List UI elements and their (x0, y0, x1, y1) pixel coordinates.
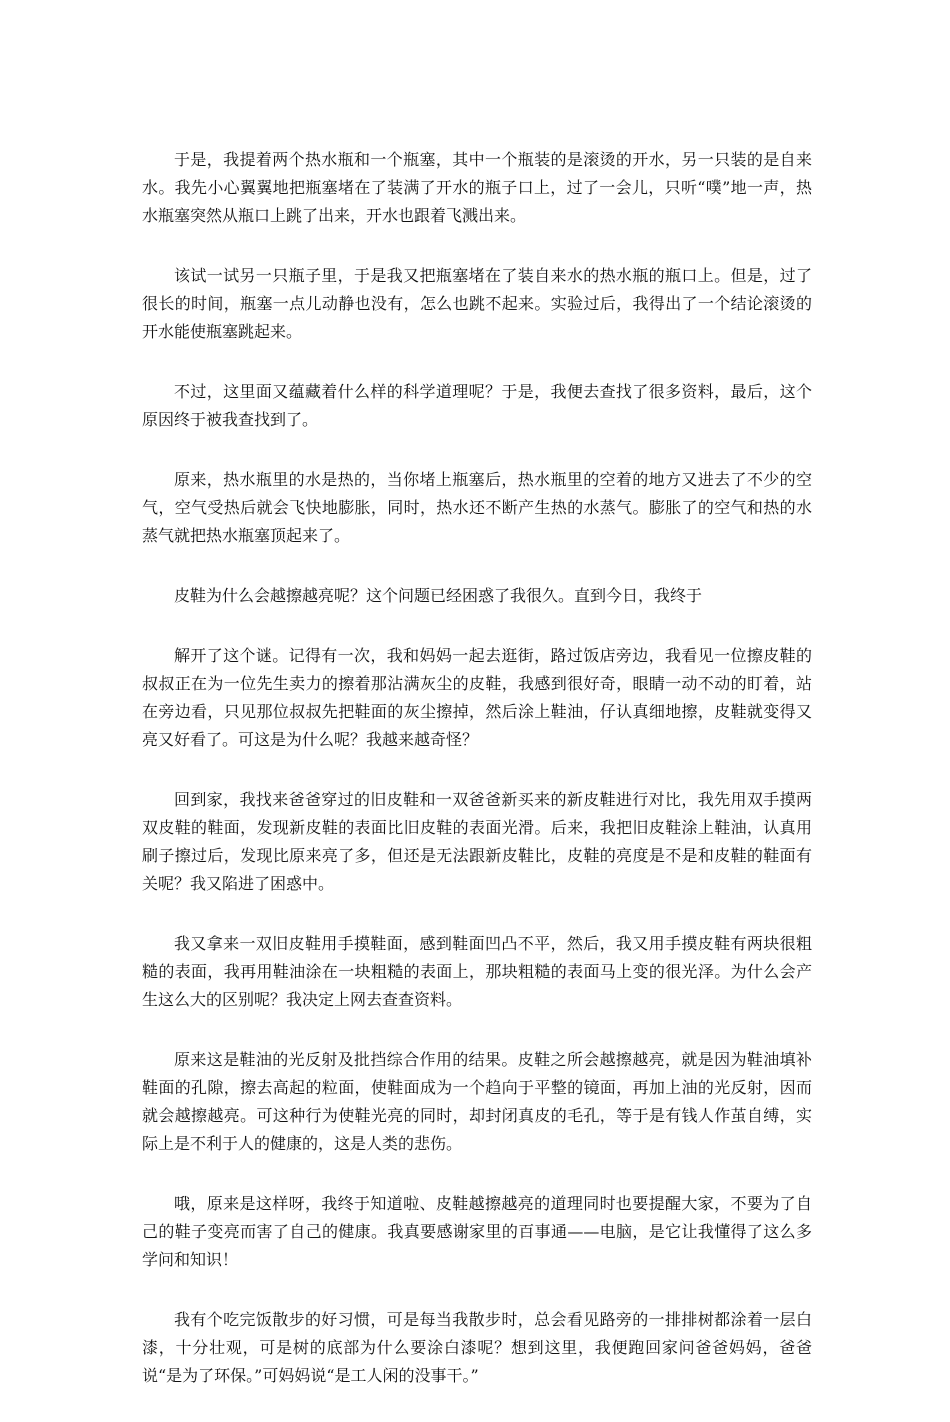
paragraph: 解开了这个谜。记得有一次，我和妈妈一起去逛街，路过饭店旁边，我看见一位擦皮鞋的叔叔正在为一位先生卖力的擦着那沾满灰尘的皮鞋，我感到很好奇，眼睛一动不动的盯着，站在旁边看，只见那位叔叔先把鞋面的灰尘擦掉，然后涂上鞋油，仔认真细地擦，皮鞋就变得又亮又好看了。可这是为什么呢？我越来越奇怪？ (142, 646, 812, 749)
paragraph: 我又拿来一双旧皮鞋用手摸鞋面，感到鞋面凹凸不平，然后，我又用手摸皮鞋有两块很粗糙的表面，我再用鞋油涂在一块粗糙的表面上，那块粗糙的表面马上变的很光泽。为什么会产生这么大的区别呢？我决定上网去查查资料。 (142, 934, 812, 1009)
paragraph: 回到家，我找来爸爸穿过的旧皮鞋和一双爸爸新买来的新皮鞋进行对比，我先用双手摸两双皮鞋的鞋面，发现新皮鞋的表面比旧皮鞋的表面光滑。后来，我把旧皮鞋涂上鞋油，认真用刷子擦过后，发现比原来亮了多，但还是无法跟新皮鞋比，皮鞋的亮度是不是和皮鞋的鞋面有关呢？我又陷进了困惑中。 (142, 790, 812, 893)
paragraph: 皮鞋为什么会越擦越亮呢？这个问题已经困惑了我很久。直到今日，我终于 (174, 586, 703, 605)
paragraph: 原来这是鞋油的光反射及批挡综合作用的结果。皮鞋之所会越擦越亮，就是因为鞋油填补鞋面的孔隙，擦去高起的粒面，使鞋面成为一个趋向于平整的镜面，再加上油的光反射，因而就会越擦越亮。可这种行为使鞋光亮的同时，却封闭真皮的毛孔，等于是有钱人作茧自缚，实际上是不利于人的健康的，这是人类的悲伤。 (142, 1050, 812, 1153)
paragraph: 该试一试另一只瓶子里，于是我又把瓶塞堵在了装自来水的热水瓶的瓶口上。但是，过了很长的时间，瓶塞一点儿动静也没有，怎么也跳不起来。实验过后，我得出了一个结论滚烫的开水能使瓶塞跳起来。 (142, 266, 812, 341)
paragraph: 原来，热水瓶里的水是热的，当你堵上瓶塞后，热水瓶里的空着的地方又进去了不少的空气，空气受热后就会飞快地膨胀，同时，热水还不断产生热的水蒸气。膨胀了的空气和热的水蒸气就把热水瓶塞顶起来了。 (142, 470, 812, 545)
paragraph: 哦，原来是这样呀，我终于知道啦、皮鞋越擦越亮的道理同时也要提醒大家，不要为了自己的鞋子变亮而害了自己的健康。我真要感谢家里的百事通——电脑，是它让我懂得了这么多学问和知识！ (142, 1194, 812, 1269)
document-body (142, 146, 812, 1422)
paragraph: 不过，这里面又蕴藏着什么样的科学道理呢？于是，我便去查找了很多资料，最后，这个原因终于被我查找到了。 (142, 382, 812, 429)
paragraph: 于是，我提着两个热水瓶和一个瓶塞，其中一个瓶装的是滚烫的开水，另一只装的是自来水。我先小心翼翼地把瓶塞堵在了装满了开水的瓶子口上，过了一会儿，只听“噗”地一声，热水瓶塞突然从瓶口上跳了出来，开水也跟着飞溅出来。 (142, 150, 812, 225)
paragraph: 我有个吃完饭散步的好习惯，可是每当我散步时，总会看见路旁的一排排树都涂着一层白漆，十分壮观，可是树的底部为什么要涂白漆呢？想到这里，我便跑回家问爸爸妈妈，爸爸说“是为了环保。”可妈妈说“是工人闲的没事干。” (142, 1310, 812, 1385)
